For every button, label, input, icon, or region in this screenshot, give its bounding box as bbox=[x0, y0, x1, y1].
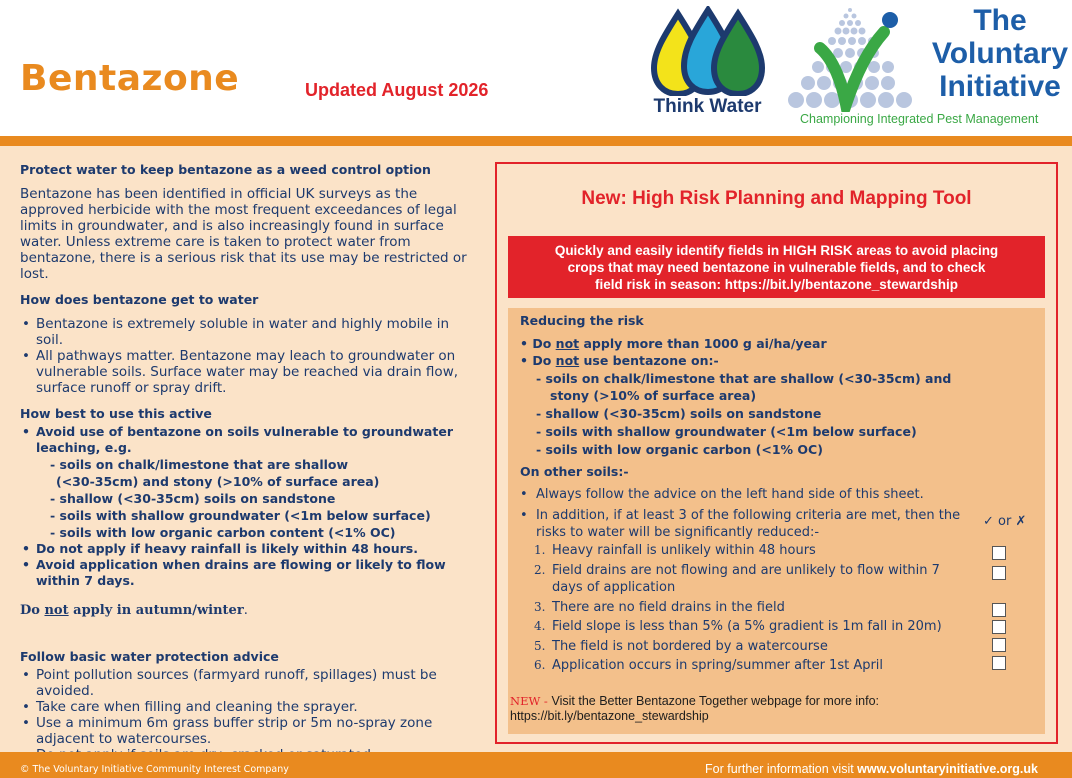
tool-link[interactable]: field risk in season: https://bit.ly/bentazone_stewardship bbox=[594, 277, 959, 292]
other-item-cont: risks to water will be significantly reduced:- bbox=[536, 525, 820, 540]
section-heading-protect: Protect water to keep bentazone as a weed control option bbox=[20, 162, 431, 177]
criterion-3: 3. There are no field drains in the field bbox=[534, 600, 785, 615]
other-item: • Always follow the advice on the left hand side of this sheet. bbox=[520, 487, 924, 502]
list-item: • Do not apply if heavy rainfall is likely within 48 hours. bbox=[20, 541, 480, 557]
list-item: • Take care when filling and cleaning the sprayer. bbox=[20, 699, 480, 715]
sub-item: (<30-35cm) and stony (>10% of surface area) bbox=[56, 474, 380, 489]
criterion-5: 5. The field is not bordered by a watercourse bbox=[534, 639, 828, 654]
criterion-5-checkbox[interactable] bbox=[992, 638, 1006, 652]
pathways-list bbox=[20, 316, 480, 396]
criterion-4-checkbox[interactable] bbox=[992, 620, 1006, 634]
risk-sub-item: stony (>10% of surface area) bbox=[550, 388, 757, 403]
tool-callout: Quickly and easily identify fields in HIGH RISK areas to avoid placing crops that may need bentazone in vulnerable fields, and to check field risk in season: https://bit.ly/bentazone_stewardship bbox=[508, 236, 1045, 298]
best-use-list-cont bbox=[20, 541, 480, 589]
best-use-list bbox=[20, 424, 480, 456]
website-link[interactable]: www.voluntaryinitiative.org.uk bbox=[857, 762, 1038, 776]
list-item: • Avoid application when drains are flowing or likely to flow within 7 days. bbox=[20, 557, 480, 589]
risk-sub-item: - soils on chalk/limestone that are shallow (<30-35cm) and bbox=[536, 371, 952, 386]
criterion-1-checkbox[interactable] bbox=[992, 546, 1006, 560]
footer-copyright: © The Voluntary Initiative Community Interest Company bbox=[20, 764, 289, 775]
header-divider bbox=[0, 136, 1072, 146]
stewardship-link[interactable]: https://bit.ly/bentazone_stewardship bbox=[510, 709, 709, 723]
criterion-6-checkbox[interactable] bbox=[992, 656, 1006, 670]
sub-item: - soils with low organic carbon content (<1% OC) bbox=[50, 525, 396, 540]
sub-item: - soils on chalk/limestone that are shallow bbox=[50, 457, 349, 472]
sub-item: - soils with shallow groundwater (<1m below surface) bbox=[50, 508, 431, 523]
section-heading-basic-advice: Follow basic water protection advice bbox=[20, 649, 279, 664]
reducing-heading: Reducing the risk bbox=[520, 313, 644, 328]
criterion-2-checkbox[interactable] bbox=[992, 566, 1006, 580]
risk-sub-item: - shallow (<30-35cm) soils on sandstone bbox=[536, 406, 822, 421]
criterion-1: 1. Heavy rainfall is unlikely within 48 hours bbox=[534, 543, 816, 558]
list-item: • Bentazone is extremely soluble in water and highly mobile in soil. bbox=[20, 316, 480, 348]
other-soils-heading: On other soils:- bbox=[520, 464, 629, 479]
footer bbox=[0, 752, 1072, 778]
left-column bbox=[20, 162, 480, 773]
check-or-cross-header: ✓ or ✗ bbox=[983, 514, 1027, 529]
sub-item: - shallow (<30-35cm) soils on sandstone bbox=[50, 491, 336, 506]
list-item: • All pathways matter. Bentazone may leach to groundwater on vulnerable soils. Surface water may be reached via drain flow, surface runoff or spray drift. bbox=[20, 348, 480, 396]
think-water-label: Think Water bbox=[653, 96, 762, 117]
criterion-2-cont: days of application bbox=[552, 580, 676, 595]
think-water-logo bbox=[640, 6, 775, 121]
section-text-protect: Bentazone has been identified in official UK surveys as the approved herbicide with the most frequent exceedances of legal limits in groundwater, and is also increasingly found in surface water. Unless extreme care is taken to protect water from bentazone, there is a serious risk that its use may be restricted or lost. bbox=[20, 186, 467, 282]
updated-date: Updated August 2026 bbox=[305, 80, 489, 100]
footer-further-info: For further information visit www.voluntaryinitiative.org.uk bbox=[705, 762, 1038, 776]
more-info: NEW - Visit the Better Bentazone Together webpage for more info: https://bit.ly/bentazone_stewardship bbox=[510, 694, 880, 723]
list-item: • Point pollution sources (farmyard runoff, spillages) must be avoided. bbox=[20, 667, 480, 699]
panel-title: New: High Risk Planning and Mapping Tool bbox=[581, 188, 972, 209]
page-title: Bentazone bbox=[20, 58, 240, 99]
risk-item: • Do not use bentazone on:- bbox=[520, 353, 719, 368]
autumn-winter-warning: Do not apply in autumn/winter. bbox=[20, 603, 248, 618]
water-drops-icon bbox=[640, 6, 775, 96]
reducing-risk-box bbox=[508, 308, 1045, 734]
vi-name: The Voluntary Initiative bbox=[931, 4, 1069, 103]
header bbox=[0, 0, 1072, 136]
list-item: • Use a minimum 6m grass buffer strip or 5m no-spray zone adjacent to watercourses. bbox=[20, 715, 480, 747]
voluntary-initiative-logo-icon bbox=[780, 4, 920, 112]
basic-advice-list bbox=[20, 667, 480, 763]
criterion-4: 4. Field slope is less than 5% (a 5% gradient is 1m fall in 20m) bbox=[534, 619, 942, 634]
vi-tagline: Championing Integrated Pest Management bbox=[800, 112, 1039, 126]
list-item: • Avoid use of bentazone on soils vulnerable to groundwater leaching, e.g. bbox=[20, 424, 480, 456]
criterion-2: 2. Field drains are not flowing and are unlikely to flow within 7 bbox=[534, 563, 940, 578]
risk-sub-item: - soils with low organic carbon (<1% OC) bbox=[536, 442, 823, 457]
risk-sub-item: - soils with shallow groundwater (<1m below surface) bbox=[536, 424, 917, 439]
risk-item: • Do not apply more than 1000 g ai/ha/year bbox=[520, 336, 827, 351]
new-tag: NEW - bbox=[510, 694, 552, 708]
section-heading-best-use: How best to use this active bbox=[20, 406, 212, 421]
criterion-6: 6. Application occurs in spring/summer after 1st April bbox=[534, 658, 884, 673]
section-heading-pathways: How does bentazone get to water bbox=[20, 292, 259, 307]
criterion-3-checkbox[interactable] bbox=[992, 603, 1006, 617]
other-item: • In addition, if at least 3 of the following criteria are met, then the bbox=[520, 508, 961, 523]
high-risk-tool-panel bbox=[495, 162, 1058, 744]
